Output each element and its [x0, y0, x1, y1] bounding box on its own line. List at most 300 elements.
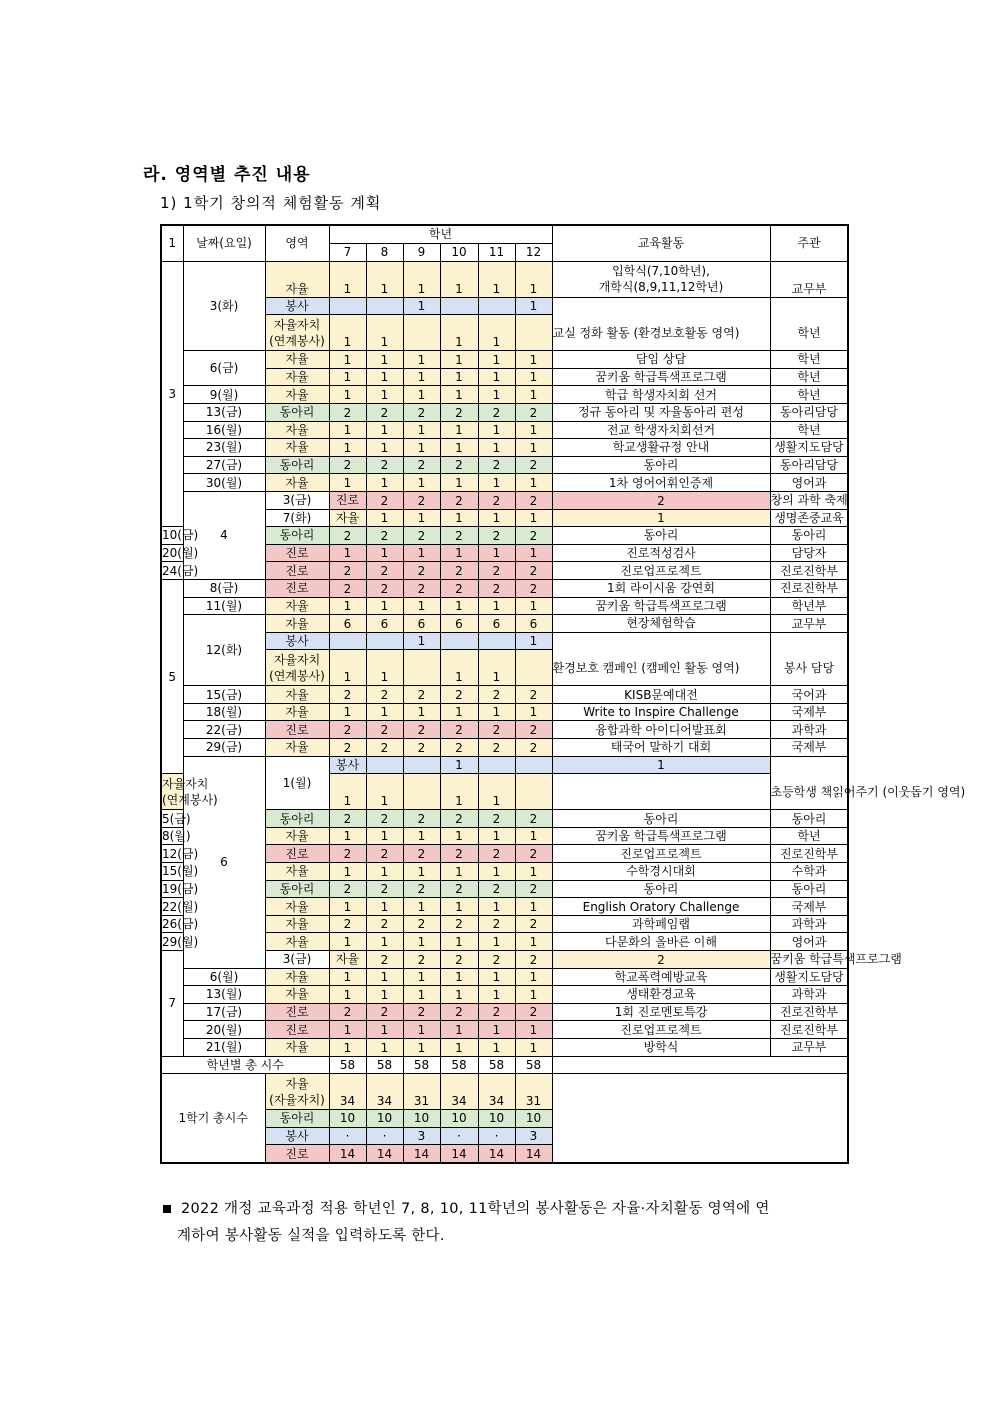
- grade-value-cell: [478, 297, 515, 315]
- grade-value-cell: 2: [552, 491, 770, 509]
- owner-cell: 동아리담당: [770, 403, 848, 421]
- activity-cell: 전교 학생자치회선거: [552, 421, 770, 439]
- area-cell: 진로: [265, 845, 329, 863]
- table-row: [161, 1003, 848, 1021]
- grade-value-cell: 2: [366, 562, 403, 580]
- grade-value-cell: 1: [366, 863, 403, 881]
- grade-value-cell: 1: [403, 898, 440, 916]
- date-cell: 20(월): [162, 546, 199, 561]
- cell-text: 자율자치: [273, 652, 321, 667]
- area-cell: 동아리: [265, 527, 329, 545]
- summary-value-cell: 14: [403, 1145, 440, 1163]
- table-row: [161, 827, 848, 845]
- grade-value-cell: [329, 632, 366, 650]
- grade-value-cell: 1: [552, 509, 770, 527]
- grade-value-cell: 1: [515, 509, 552, 527]
- grade-value-cell: 1: [366, 597, 403, 615]
- area-cell: 동아리: [265, 880, 329, 898]
- header-grade: 학년: [329, 225, 552, 243]
- area-cell: 자율: [265, 474, 329, 492]
- area-cell: 진로: [265, 1003, 329, 1021]
- grade-value-cell: 1: [440, 597, 478, 615]
- grade-value-cell: 2: [329, 403, 366, 421]
- grade-value-cell: 1: [329, 650, 366, 686]
- grade-value-cell: [403, 315, 440, 351]
- area-cell: [161, 774, 218, 810]
- cell-text: (연계봉사): [269, 668, 325, 683]
- grade-value-cell: 1: [329, 827, 366, 845]
- table-row: [161, 368, 848, 386]
- grade-value-cell: 2: [329, 686, 366, 704]
- grade-value-cell: 1: [478, 474, 515, 492]
- grade-value-cell: 2: [478, 562, 515, 580]
- owner-cell: 학년: [770, 827, 848, 845]
- summary-label: 1학기 총시수: [161, 1074, 265, 1163]
- activity-cell: 동아리: [552, 880, 770, 898]
- grade-value-cell: 1: [515, 632, 552, 650]
- summary-value-cell: 10: [366, 1110, 403, 1128]
- grade-value-cell: 1: [440, 509, 478, 527]
- activity-cell: 생태환경교육: [552, 986, 770, 1004]
- grade-value-cell: 2: [366, 880, 403, 898]
- grade-value-cell: 2: [366, 721, 403, 739]
- grade-value-cell: 1: [403, 474, 440, 492]
- activity-cell: KISB문예대전: [552, 686, 770, 704]
- grade-value-cell: 2: [440, 845, 478, 863]
- grade-value-cell: 2: [366, 527, 403, 545]
- grade-value-cell: 1: [440, 898, 478, 916]
- area-cell: 진로: [265, 562, 329, 580]
- activity-cell: 진로업프로젝트: [552, 1021, 770, 1039]
- grade-value-cell: 2: [440, 491, 478, 509]
- owner-cell: 과학과: [770, 915, 848, 933]
- grade-value-cell: 2: [515, 456, 552, 474]
- header-owner: 주관: [770, 225, 848, 261]
- summary-value-cell: 34: [329, 1074, 366, 1110]
- grade-value-cell: 1: [329, 986, 366, 1004]
- date-cell: 30(월): [183, 474, 265, 492]
- grade-value-cell: 1: [366, 474, 403, 492]
- owner-cell: 수학과: [770, 863, 848, 881]
- date-cell: 18(월): [183, 703, 265, 721]
- empty-cell: [552, 1056, 848, 1074]
- grade-value-cell: 2: [329, 1003, 366, 1021]
- date-cell: 11(월): [183, 597, 265, 615]
- empty-cell: [552, 1074, 848, 1163]
- grade-value-cell: 2: [440, 562, 478, 580]
- table-row: [161, 544, 848, 562]
- grade-value-cell: 2: [515, 403, 552, 421]
- grade-value-cell: 1: [478, 368, 515, 386]
- activity-cell: [552, 297, 770, 351]
- grade-value-cell: 2: [329, 562, 366, 580]
- grade-value-cell: 2: [403, 810, 440, 828]
- owner-cell: 진로진학부: [770, 579, 848, 597]
- grade-value-cell: 1: [329, 968, 366, 986]
- grade-value-cell: 1: [552, 756, 770, 774]
- area-cell: 자율: [265, 898, 329, 916]
- grade-value-cell: 2: [515, 579, 552, 597]
- total-label: 학년별 총 시수: [161, 1056, 329, 1074]
- grade-value-cell: 2: [515, 686, 552, 704]
- date-cell: 10(금): [162, 528, 199, 543]
- date-cell: 6(월): [183, 968, 265, 986]
- table-row: [161, 703, 848, 721]
- summary-area-serv: 봉사: [265, 1127, 329, 1145]
- grade-value-cell: 1: [366, 439, 403, 457]
- grade-value-cell: 2: [329, 721, 366, 739]
- table-row: [161, 968, 848, 986]
- grade-value-cell: 6: [366, 615, 403, 633]
- grade-value-cell: 1: [440, 968, 478, 986]
- date-cell: 27(금): [183, 456, 265, 474]
- grade-value-cell: 1: [440, 827, 478, 845]
- area-cell: 진로: [329, 491, 366, 509]
- grade-value-cell: 1: [403, 597, 440, 615]
- area-cell: 자율: [265, 933, 329, 951]
- date-cell: 13(월): [183, 986, 265, 1004]
- grade-value-cell: 1: [329, 315, 366, 351]
- grade-value-cell: 1: [329, 863, 366, 881]
- grade-value-cell: 2: [403, 880, 440, 898]
- area-cell: [265, 650, 329, 686]
- grade-value-cell: 2: [515, 951, 552, 969]
- activity-cell: 꿈키움 학급특색프로그램: [552, 368, 770, 386]
- owner-cell: 동아리담당: [770, 456, 848, 474]
- area-cell: 자율: [265, 261, 329, 297]
- grade-value-cell: [403, 756, 440, 774]
- owner-cell: 국어과: [770, 686, 848, 704]
- activity-plan-table: [160, 224, 966, 1164]
- owner-cell: 진로진학부: [770, 845, 848, 863]
- area-cell: 자율: [265, 351, 329, 369]
- date-cell: 3(금): [265, 491, 329, 509]
- area-cell: 봉사: [329, 756, 366, 774]
- owner-cell: 학년부: [770, 597, 848, 615]
- summary-value-cell: ·: [440, 1127, 478, 1145]
- table-row: [161, 986, 848, 1004]
- area-cell: 진로: [265, 544, 329, 562]
- table-row: [161, 579, 848, 597]
- grade-value-cell: 2: [515, 491, 552, 509]
- grade-value-cell: 1: [478, 597, 515, 615]
- month-cell: 7: [161, 951, 183, 1057]
- area-cell: 자율: [265, 368, 329, 386]
- activity-cell: 꿈키움 학급특색프로그램: [552, 597, 770, 615]
- header-date: 날짜(요일): [183, 225, 265, 261]
- grade-value-cell: 1: [329, 439, 366, 457]
- grade-value-cell: 1: [329, 368, 366, 386]
- activity-cell: 다문화의 올바른 이해: [552, 933, 770, 951]
- grade-value-cell: 1: [403, 968, 440, 986]
- area-cell: 자율: [265, 1038, 329, 1056]
- area-cell: 진로: [265, 1021, 329, 1039]
- grade-value-cell: 2: [478, 951, 515, 969]
- grade-value-cell: 1: [366, 544, 403, 562]
- activity-cell: Write to Inspire Challenge: [552, 703, 770, 721]
- grade-value-cell: 1: [329, 351, 366, 369]
- table-row: [161, 403, 848, 421]
- grade-value-cell: 1: [515, 968, 552, 986]
- grade-value-cell: 1: [440, 756, 478, 774]
- grade-value-cell: 1: [440, 703, 478, 721]
- summary-value-cell: 14: [366, 1145, 403, 1163]
- grade-value-cell: 2: [440, 686, 478, 704]
- grade-value-cell: 1: [403, 544, 440, 562]
- grade-value-cell: [515, 774, 552, 810]
- table-row: [161, 1038, 848, 1056]
- grade-value-cell: 1: [440, 1021, 478, 1039]
- grade-value-cell: 2: [515, 880, 552, 898]
- table-row: [161, 562, 848, 580]
- summary-value-cell: 3: [515, 1127, 552, 1145]
- grade-value-cell: 1: [329, 386, 366, 404]
- table-row: [161, 845, 848, 863]
- grade-value-cell: 2: [478, 491, 515, 509]
- grade-value-cell: 2: [515, 739, 552, 757]
- grade-value-cell: 2: [478, 915, 515, 933]
- date-cell: 29(월): [162, 934, 199, 949]
- grade-value-cell: 1: [515, 421, 552, 439]
- activity-cell: 1차 영어어휘인증제: [552, 474, 770, 492]
- total-row: [161, 1056, 848, 1074]
- grade-value-cell: 1: [403, 421, 440, 439]
- activity-cell: 동아리: [552, 527, 770, 545]
- table-row: [161, 439, 848, 457]
- activity-cell: 융합과학 아이디어발표회: [552, 721, 770, 739]
- grade-value-cell: 1: [403, 261, 440, 297]
- grade-value-cell: 2: [440, 915, 478, 933]
- owner-cell: 생활지도담당: [770, 439, 848, 457]
- grade-value-cell: 1: [515, 386, 552, 404]
- grade-value-cell: 2: [329, 915, 366, 933]
- header-row-1: [161, 225, 848, 243]
- date-cell: 8(월): [162, 829, 191, 844]
- cell-text: 자율자치: [273, 317, 321, 332]
- grade-value-cell: 1: [366, 315, 403, 351]
- date-cell: 29(금): [183, 739, 265, 757]
- grade-value-cell: 1: [366, 986, 403, 1004]
- grade-value-cell: 2: [515, 562, 552, 580]
- area-cell: 동아리: [265, 810, 329, 828]
- grade-value-cell: 1: [515, 933, 552, 951]
- grade-value-cell: 2: [329, 739, 366, 757]
- grade-value-cell: 1: [329, 1021, 366, 1039]
- grade-value-cell: [403, 650, 440, 686]
- section-heading: 라. 영역별 추진 내용: [143, 165, 311, 185]
- grade-value-cell: 2: [440, 880, 478, 898]
- owner-cell: 진로진학부: [770, 562, 848, 580]
- activity-cell: 생명존중교육: [770, 509, 848, 527]
- summary-value-cell: 10: [478, 1110, 515, 1128]
- table-row: [161, 297, 848, 315]
- grade-value-cell: 1: [478, 968, 515, 986]
- grade-value-cell: 2: [366, 845, 403, 863]
- grade-value-cell: 2: [366, 915, 403, 933]
- grade-value-cell: 1: [329, 421, 366, 439]
- date-cell: 5(금): [162, 811, 191, 826]
- activity-cell: 태국어 말하기 대회: [552, 739, 770, 757]
- table-row: [161, 756, 848, 774]
- grade-value-cell: 2: [403, 456, 440, 474]
- grade-value-cell: 1: [515, 986, 552, 1004]
- summary-area-club: 동아리: [265, 1110, 329, 1128]
- activity-cell: 꿈키움 학급특색프로그램: [552, 827, 770, 845]
- grade-value-cell: 1: [329, 774, 366, 810]
- date-cell: 3(금): [265, 951, 329, 969]
- grade-value-cell: 1: [478, 421, 515, 439]
- table-row: [161, 686, 848, 704]
- grade-value-cell: 2: [440, 739, 478, 757]
- owner-cell: 영어과: [770, 933, 848, 951]
- owner-cell: 과학과: [770, 986, 848, 1004]
- summary-value-cell: 10: [403, 1110, 440, 1128]
- grade-value-cell: 2: [478, 686, 515, 704]
- grade-value-cell: 1: [515, 898, 552, 916]
- table-row: [161, 386, 848, 404]
- grade-value-cell: 1: [366, 261, 403, 297]
- grade-value-cell: 2: [329, 456, 366, 474]
- grade-value-cell: 1: [403, 827, 440, 845]
- date-cell: 16(월): [183, 421, 265, 439]
- grade-value-cell: 1: [329, 898, 366, 916]
- grade-value-cell: 1: [478, 703, 515, 721]
- owner-cell: 동아리: [770, 880, 848, 898]
- grade-value-cell: 2: [515, 810, 552, 828]
- grade-value-cell: 1: [366, 898, 403, 916]
- footnote-line-2: 계하여 봉사활동 실적을 입력하도록 한다.: [177, 1228, 445, 1244]
- date-cell: 19(금): [162, 881, 199, 896]
- summary-value-cell: 10: [515, 1110, 552, 1128]
- area-cell: 자율: [329, 509, 366, 527]
- activity-cell: 담임 상담: [552, 351, 770, 369]
- activity-cell: 1회 라이시움 강연회: [552, 579, 770, 597]
- activity-cell: 1회 진로멘토특강: [552, 1003, 770, 1021]
- area-cell: 자율: [265, 739, 329, 757]
- grade-value-cell: 2: [478, 845, 515, 863]
- grade-value-cell: 2: [478, 403, 515, 421]
- area-cell: 자율: [265, 597, 329, 615]
- grade-value-cell: 1: [515, 261, 552, 297]
- grade-value-cell: 1: [478, 898, 515, 916]
- grade-value-cell: 2: [440, 1003, 478, 1021]
- owner-cell: 동아리: [770, 527, 848, 545]
- grade-value-cell: 2: [403, 562, 440, 580]
- grade-value-cell: 1: [329, 544, 366, 562]
- table-row: [161, 1021, 848, 1039]
- grade-value-cell: 2: [478, 456, 515, 474]
- date-cell: 22(월): [162, 899, 199, 914]
- date-cell: 1(월): [265, 756, 329, 810]
- grade-value-cell: 2: [366, 686, 403, 704]
- grade-value-cell: 1: [478, 439, 515, 457]
- header-grade-number: 10: [440, 243, 478, 261]
- grade-value-cell: 1: [440, 863, 478, 881]
- grade-value-cell: 1: [403, 986, 440, 1004]
- grade-value-cell: 1: [440, 386, 478, 404]
- grade-value-cell: 2: [478, 1003, 515, 1021]
- area-cell: 자율: [265, 615, 329, 633]
- grade-value-cell: 2: [440, 527, 478, 545]
- month-cell: 6: [183, 756, 265, 968]
- grade-value-cell: 1: [478, 351, 515, 369]
- grade-value-cell: 2: [366, 456, 403, 474]
- area-cell: 진로: [265, 579, 329, 597]
- table-row: [161, 739, 848, 757]
- grade-value-cell: 2: [403, 491, 440, 509]
- summary-value-cell: ·: [329, 1127, 366, 1145]
- footnote-line-1: 2022 개정 교육과정 적용 학년인 7, 8, 10, 11학년의 봉사활동은 자율·자치활동 영역에 연: [163, 1196, 853, 1223]
- grade-value-cell: 1: [440, 933, 478, 951]
- grade-value-cell: 1: [366, 421, 403, 439]
- summary-value-cell: ·: [478, 1127, 515, 1145]
- grade-value-cell: 1: [515, 703, 552, 721]
- grade-value-cell: [515, 756, 552, 774]
- activity-cell: English Oratory Challenge: [552, 898, 770, 916]
- summary-value-cell: 34: [440, 1074, 478, 1110]
- summary-value-cell: 31: [515, 1074, 552, 1110]
- owner-cell: 학년: [770, 351, 848, 369]
- table-row: [161, 527, 848, 545]
- grade-value-cell: 2: [366, 579, 403, 597]
- cell-text: 개학식(8,9,11,12학년): [598, 280, 724, 295]
- grade-value-cell: 1: [403, 632, 440, 650]
- table-row: [161, 456, 848, 474]
- grade-value-cell: 6: [403, 615, 440, 633]
- summary-value-cell: 14: [515, 1145, 552, 1163]
- grade-value-cell: 1: [440, 351, 478, 369]
- table-row: [161, 951, 848, 969]
- grade-value-cell: 1: [329, 703, 366, 721]
- owner-cell: 학년: [770, 421, 848, 439]
- grade-value-cell: 2: [440, 403, 478, 421]
- grade-value-cell: 6: [478, 615, 515, 633]
- grade-value-cell: [366, 756, 403, 774]
- grade-value-cell: 6: [515, 615, 552, 633]
- activity-cell: 학급 학생자치회 선거: [552, 386, 770, 404]
- owner-cell: 교무부: [770, 261, 848, 297]
- grade-value-cell: 2: [440, 810, 478, 828]
- grade-value-cell: 1: [366, 386, 403, 404]
- grade-value-cell: 2: [329, 880, 366, 898]
- owner-cell: 영어과: [770, 474, 848, 492]
- cell-text: 환경보호 캠페인 (캠페인 활동 영역): [552, 660, 740, 675]
- date-cell: 17(금): [183, 1003, 265, 1021]
- grade-value-cell: 2: [515, 845, 552, 863]
- date-cell: 24(금): [162, 563, 199, 578]
- grade-value-cell: 1: [366, 827, 403, 845]
- grade-value-cell: 2: [366, 1003, 403, 1021]
- grade-value-cell: 1: [478, 933, 515, 951]
- grade-value-cell: 1: [515, 597, 552, 615]
- grade-value-cell: 1: [515, 474, 552, 492]
- area-cell: 자율: [329, 951, 366, 969]
- grade-value-cell: 1: [329, 933, 366, 951]
- cell-text: 봉사 담당: [783, 660, 835, 675]
- table-row: [161, 863, 848, 881]
- grade-value-cell: 2: [403, 527, 440, 545]
- summary-value-cell: ·: [366, 1127, 403, 1145]
- grade-value-cell: 1: [515, 863, 552, 881]
- grade-value-cell: 1: [403, 297, 440, 315]
- grade-value-cell: 1: [515, 827, 552, 845]
- month-cell: 5: [161, 579, 183, 773]
- cell-text: (연계봉사): [162, 792, 218, 807]
- grade-value-cell: 2: [515, 1003, 552, 1021]
- table-row: [161, 615, 848, 633]
- header-grade-number: 7: [329, 243, 366, 261]
- table-row: [161, 933, 848, 951]
